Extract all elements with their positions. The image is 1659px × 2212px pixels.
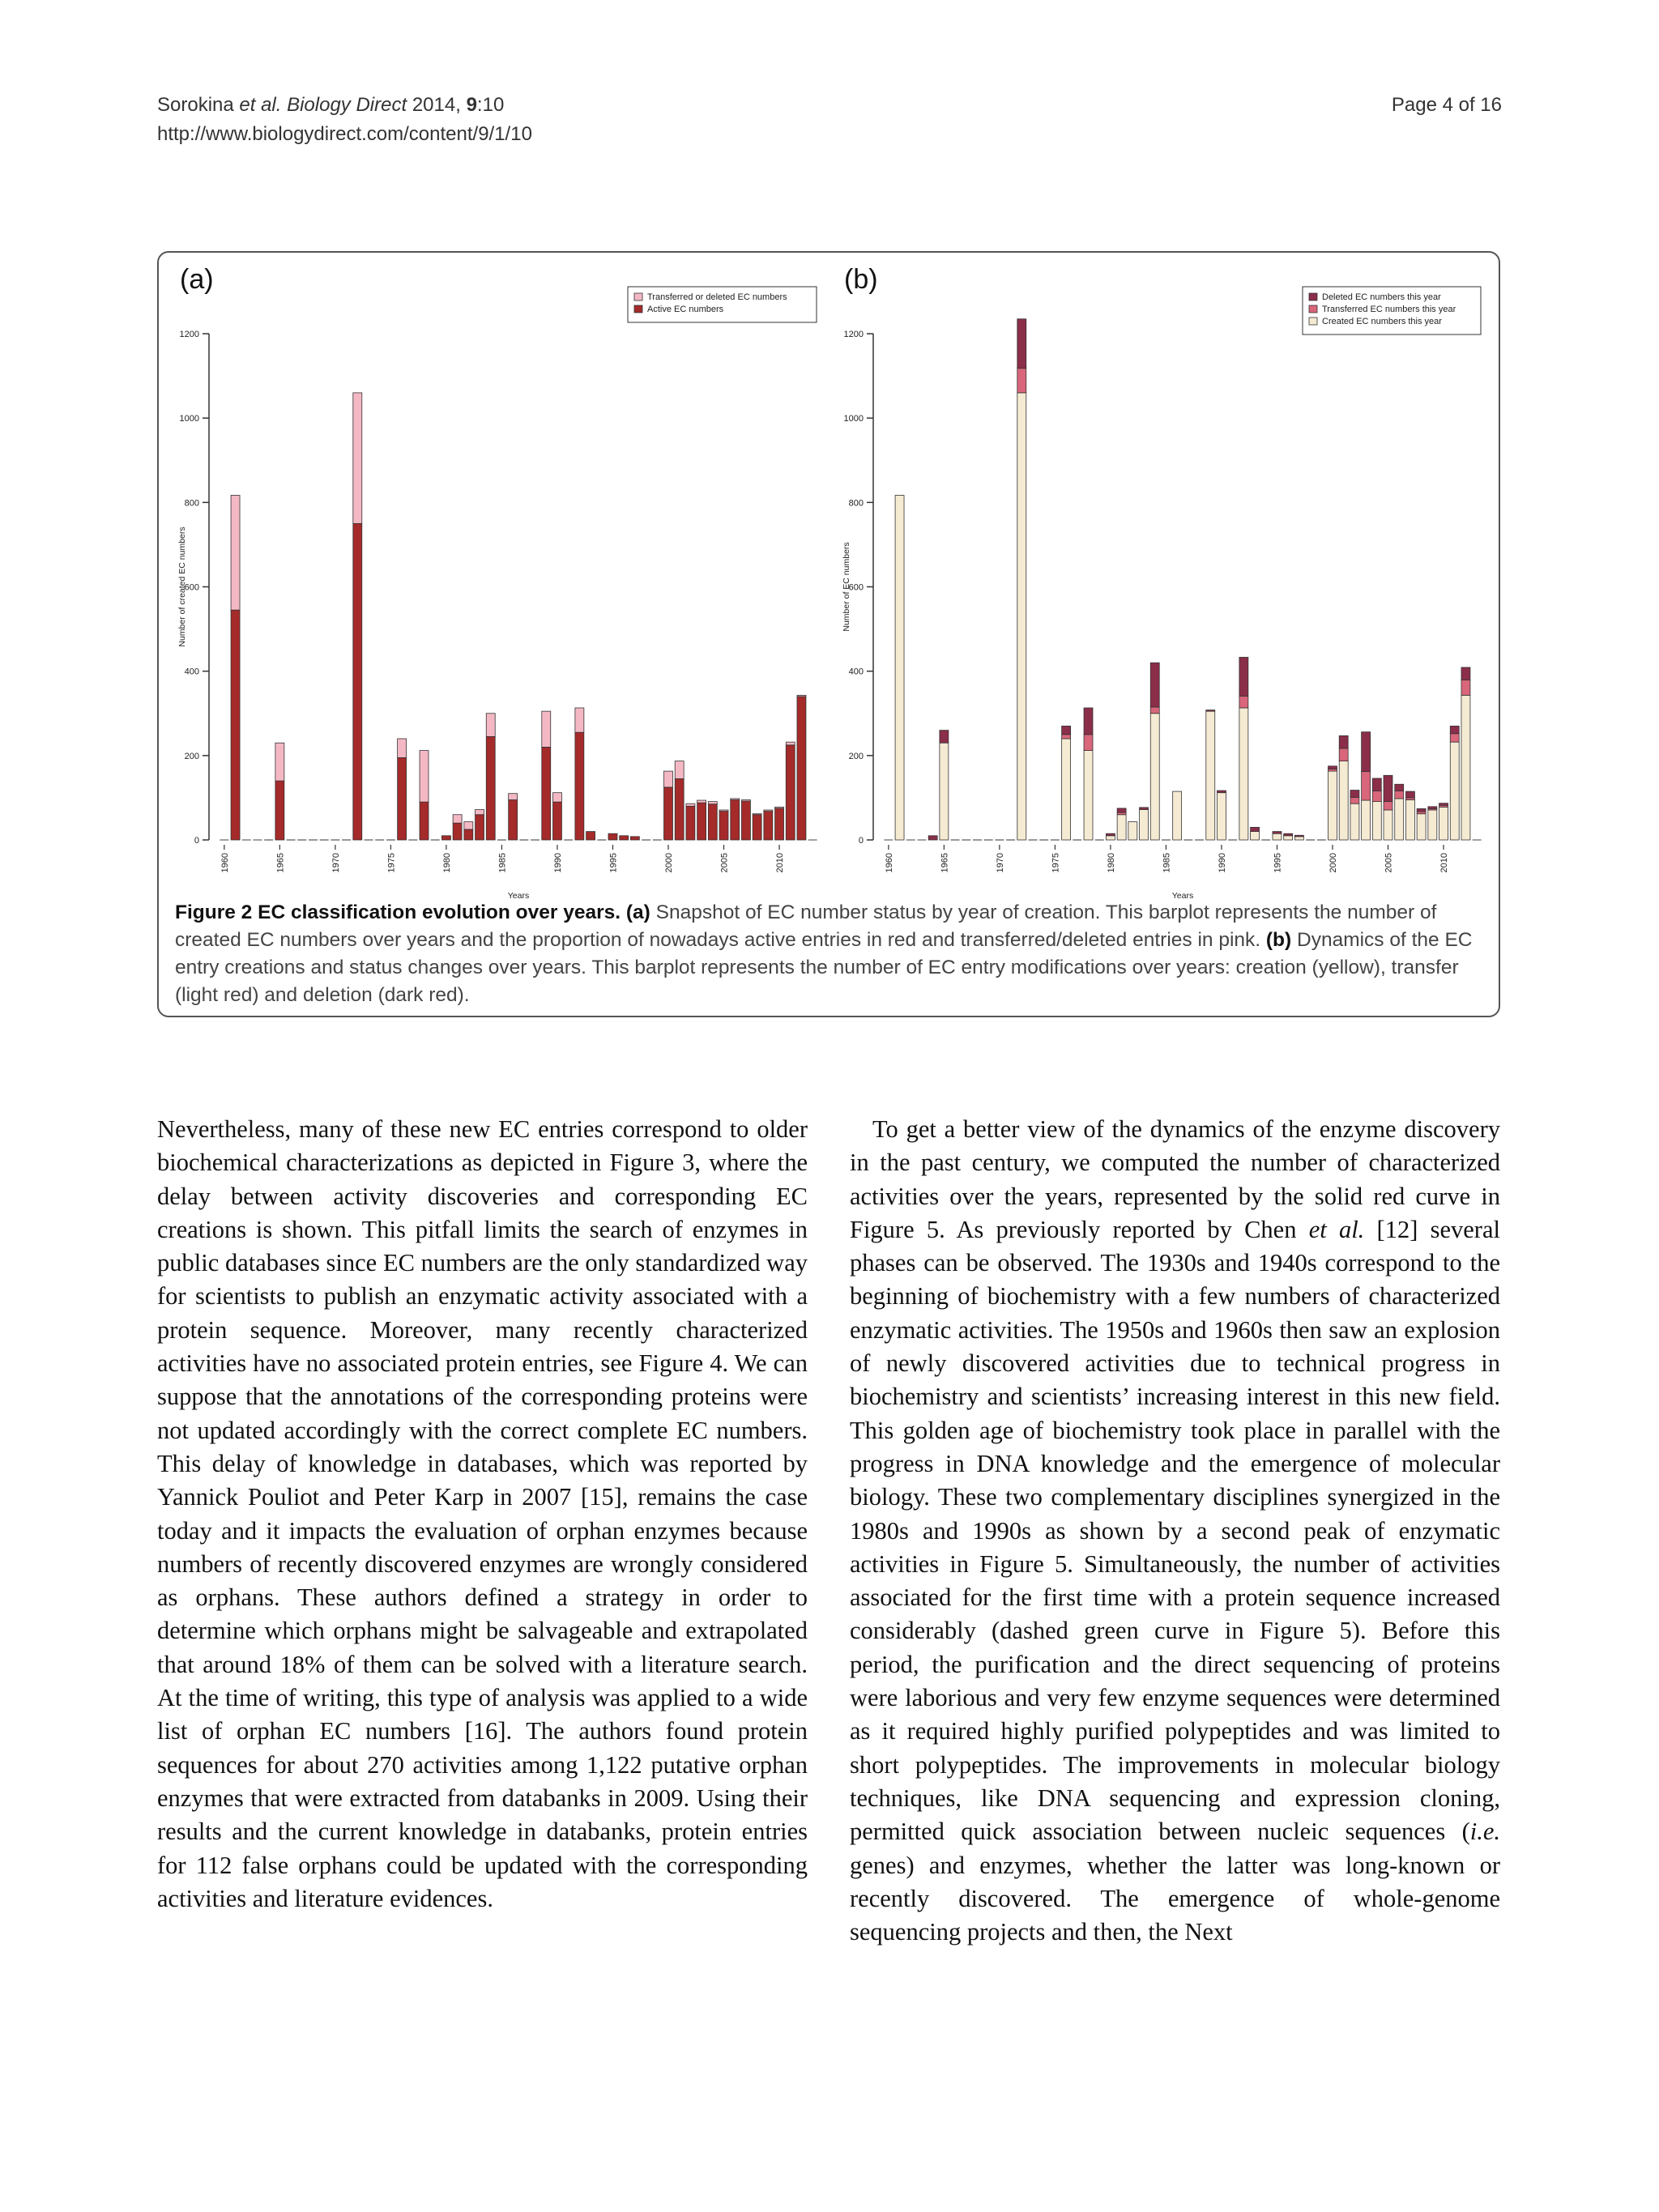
- bar-segment: [353, 523, 362, 840]
- x-axis-label: Years: [1171, 891, 1194, 901]
- bar-segment: [1062, 735, 1071, 739]
- bar-segment: [1372, 791, 1381, 802]
- bar-segment: [1294, 837, 1303, 840]
- bar-segment: [1273, 832, 1282, 834]
- bar-segment: [1284, 836, 1293, 840]
- bar-segment: [608, 833, 617, 840]
- y-tick-label: 600: [184, 582, 199, 593]
- bar-segment: [1150, 663, 1159, 707]
- bar-segment: [552, 793, 561, 802]
- bar-segment: [786, 745, 795, 840]
- legend-label: Transferred or deleted EC numbers: [647, 292, 787, 302]
- y-tick-label: 600: [848, 582, 864, 593]
- y-tick-label: 1200: [179, 330, 199, 339]
- bar-segment: [928, 836, 937, 840]
- bar-segment: [1461, 695, 1470, 840]
- bar-segment: [1150, 707, 1159, 714]
- bar-segment: [1428, 810, 1437, 840]
- paragraph: Nevertheless, many of these new EC entries correspond to older biochemical characterizations as depicted in Figure 3, where the delay between activity discoveries and corresponding EC creations is shown. This pitfall limits the search of enzymes in public databases since EC numbers are the only standardized way for scientists to publish an enzymatic activity associated with a protein sequence. Moreover, many recently characterized activities have no associated protein entries, see Figure 4. We can suppose that the annotations of the corresponding proteins were not updated accordingly with the correct complete EC numbers. This delay of knowledge in databases, which was reported by Yannick Pouliot and Peter Karp in 2007 [15], remains the case today and it impacts the evaluation of orphan enzymes because numbers of recently discovered enzymes are wrongly considered as orphans. These authors defined a strategy in order to determine which orphans might be salvageable and extrapolated that around 18% of them can be solved with a literature search. At the time of writing, this type of analysis was applied to a wide list of orphan EC numbers [16]. The authors found protein sequences for about 270 activities among 1,122 putative orphan enzymes that were extracted from databanks in 2009. Using their results and the current knowledge in databanks, protein entries for 112 false orphans could be updated with the corresponding activities and literature evidences.: [157, 1115, 808, 1912]
- y-tick-label: 1000: [179, 414, 199, 424]
- bar-segment: [1217, 791, 1226, 793]
- x-tick-label: 1985: [497, 853, 508, 873]
- x-tick-label: 1970: [995, 853, 1005, 873]
- x-tick-label: 1995: [608, 853, 619, 873]
- x-tick-label: 1965: [940, 853, 950, 873]
- bar-segment: [1128, 822, 1137, 840]
- x-tick-label: 1960: [884, 853, 894, 873]
- figure-caption: [175, 899, 1484, 1009]
- y-tick-label: 800: [184, 498, 199, 509]
- legend-label: Transferred EC numbers this year: [1322, 305, 1456, 314]
- bar-segment: [275, 743, 284, 781]
- bar-segment: [675, 778, 684, 840]
- x-tick-label: 1995: [1273, 853, 1283, 873]
- x-tick-label: 2000: [664, 853, 674, 873]
- bar-segment: [453, 823, 462, 840]
- x-tick-label: 2010: [775, 853, 786, 873]
- bar-segment: [1350, 797, 1359, 803]
- bar-segment: [353, 393, 362, 523]
- bar-segment: [1417, 814, 1426, 840]
- bar-segment: [675, 761, 684, 779]
- bar-segment: [1239, 696, 1248, 708]
- panel-label: (a): [180, 264, 214, 295]
- x-tick-label: 1990: [1217, 853, 1227, 873]
- legend-label: Deleted EC numbers this year: [1322, 292, 1441, 302]
- bar-segment: [797, 697, 806, 840]
- x-tick-label: 1980: [441, 853, 452, 873]
- bar-segment: [741, 800, 750, 802]
- body-column-left: [157, 1113, 808, 1916]
- bar-segment: [420, 802, 429, 840]
- chart-b: [834, 261, 1499, 901]
- caption-marker-a: (a): [625, 901, 650, 923]
- bar-segment: [731, 800, 740, 840]
- bar-segment: [775, 807, 784, 808]
- bar-segment: [620, 836, 629, 840]
- bar-segment: [1384, 775, 1392, 801]
- x-tick-label: 1965: [275, 853, 286, 873]
- x-tick-label: 2005: [1384, 853, 1394, 873]
- bar-segment: [1206, 711, 1215, 840]
- bar-segment: [542, 747, 551, 840]
- legend-label: Active EC numbers: [647, 305, 724, 314]
- bar-segment: [441, 836, 450, 840]
- bar-segment: [1239, 708, 1248, 840]
- bar-segment: [1017, 369, 1026, 393]
- y-axis-label: Number of created EC numbers: [177, 526, 187, 647]
- bar-segment: [1173, 791, 1182, 840]
- bar-segment: [464, 822, 473, 829]
- bar-segment: [1106, 836, 1115, 840]
- bar-segment: [542, 711, 551, 747]
- bar-segment: [1339, 735, 1348, 748]
- bar-segment: [1339, 761, 1348, 840]
- bar-segment: [1461, 667, 1470, 680]
- bar-segment: [1206, 710, 1215, 712]
- legend-swatch: [634, 305, 642, 313]
- x-tick-label: 2010: [1439, 853, 1450, 873]
- bar-segment: [1084, 735, 1093, 751]
- x-tick-label: 1970: [331, 853, 341, 873]
- bar-segment: [764, 810, 773, 812]
- bar-segment: [275, 781, 284, 840]
- bar-segment: [1017, 319, 1026, 369]
- y-tick-label: 400: [184, 667, 199, 677]
- figure-panel-b: [834, 261, 1499, 901]
- bar-segment: [1350, 803, 1359, 840]
- x-tick-label: 1990: [552, 853, 563, 873]
- bar-segment: [1384, 810, 1392, 840]
- bar-segment: [1384, 802, 1392, 810]
- bar-segment: [231, 610, 240, 840]
- bar-segment: [741, 801, 750, 840]
- caption-text-a: Snapshot of EC number status by year of creation. This barplot represents the number of created EC numbers over years and the proportion of nowadays active entries in red and transferred/deleted entries in pink.: [175, 901, 1437, 951]
- bar-segment: [1405, 791, 1414, 798]
- bar-segment: [1084, 708, 1093, 735]
- bar-segment: [509, 794, 518, 800]
- legend-swatch: [1309, 293, 1317, 300]
- bar-segment: [586, 832, 595, 840]
- bar-segment: [453, 815, 462, 823]
- bar-segment: [1117, 808, 1126, 812]
- bar-segment: [1405, 800, 1414, 840]
- y-tick-label: 1200: [843, 330, 864, 339]
- chart-a: [170, 261, 834, 901]
- bar-segment: [1062, 726, 1071, 734]
- bar-segment: [664, 771, 673, 787]
- y-tick-label: 400: [848, 667, 864, 677]
- bar-segment: [1428, 807, 1437, 809]
- x-tick-label: 2000: [1328, 853, 1338, 873]
- x-tick-label: 1975: [1051, 853, 1061, 873]
- x-tick-label: 1985: [1162, 853, 1172, 873]
- bar-segment: [552, 802, 561, 840]
- bar-segment: [1395, 791, 1404, 799]
- y-axis-label: Number of EC numbers: [842, 542, 851, 632]
- body-column-right: [850, 1113, 1500, 1949]
- bar-segment: [940, 743, 949, 840]
- bar-segment: [1450, 726, 1459, 733]
- bar-segment: [420, 751, 429, 803]
- bar-segment: [1417, 808, 1426, 812]
- paragraph: To get a better view of the dynamics of the enzyme discovery in the past century, we computed the number of characterized activities over the years, represented by the solid red curve in Figure 5. As previously reported by Chen et al. [12] several phases can be observed. The 1930s and 1940s correspond to the beginning of biochemistry with a few numbers of characterized enzymatic activities. The 1950s and 1960s then saw an explosion of newly discovered activities due to technical progress in biochemistry and scientists’ increasing interest in this new field. This golden age of biochemistry took place in parallel with the progress in DNA knowledge and the emergence of molecular biology. These two complementary disciplines synergized in the 1980s and 1990s as shown by a second peak of enzymatic activities in Figure 5. Simultaneously, the number of activities associated for the first time with a protein sequence increased considerably (dashed green curve in Figure 5). Before this period, the purification and the direct sequencing of proteins were laborious and very few enzyme sequences were determined as it required highly purified polypeptides and was limited to short polypeptides. The improvements in molecular biology techniques, like DNA sequencing and expression cloning, permitted quick association between nucleic sequences (i.e. genes) and enzymes, whether the latter was long-known or recently discovered. The emergence of whole-genome sequencing projects and then, the Next: [850, 1115, 1500, 1946]
- bar-segment: [1395, 784, 1404, 791]
- bar-segment: [1117, 815, 1126, 840]
- bar-segment: [731, 799, 740, 800]
- y-tick-label: 800: [848, 498, 864, 509]
- legend-swatch: [1309, 305, 1317, 313]
- bar-segment: [398, 757, 407, 840]
- x-tick-label: 1980: [1106, 853, 1116, 873]
- bar-segment: [398, 739, 407, 757]
- bar-segment: [1017, 393, 1026, 840]
- bar-segment: [753, 814, 761, 815]
- legend-label: Created EC numbers this year: [1322, 317, 1442, 326]
- bar-segment: [1372, 802, 1381, 840]
- bar-segment: [1239, 657, 1248, 696]
- y-tick-label: 1000: [843, 414, 864, 424]
- citation-line: Sorokina et al. Biology Direct 2014, 9:10: [157, 94, 505, 116]
- x-tick-label: 1975: [386, 853, 397, 873]
- running-header: [157, 91, 532, 149]
- bar-segment: [708, 804, 717, 840]
- bar-segment: [1362, 772, 1371, 800]
- x-tick-label: 2005: [719, 853, 730, 873]
- bar-segment: [1461, 680, 1470, 696]
- bar-segment: [1140, 810, 1149, 841]
- bar-segment: [895, 495, 904, 840]
- bar-segment: [1294, 835, 1303, 837]
- x-tick-label: 1960: [220, 853, 230, 873]
- x-axis-label: Years: [507, 891, 530, 901]
- panel-label: (b): [844, 264, 878, 295]
- page-number: Page 4 of 16: [1391, 94, 1502, 116]
- bar-segment: [1284, 833, 1293, 836]
- bar-segment: [1084, 751, 1093, 840]
- bar-segment: [708, 802, 717, 804]
- bar-segment: [686, 806, 695, 840]
- legend-swatch: [1309, 318, 1317, 325]
- bar-segment: [1350, 791, 1359, 798]
- bar-segment: [630, 837, 639, 840]
- bar-segment: [231, 495, 240, 610]
- bar-segment: [786, 742, 795, 745]
- bar-segment: [1150, 714, 1159, 840]
- bar-segment: [1217, 793, 1226, 840]
- y-tick-label: 200: [184, 751, 199, 761]
- bar-segment: [575, 732, 584, 840]
- bar-segment: [1339, 748, 1348, 761]
- bar-segment: [1439, 807, 1448, 840]
- article-url[interactable]: http://www.biologydirect.com/content/9/1/10: [157, 123, 532, 145]
- bar-segment: [940, 731, 949, 744]
- bar-segment: [1362, 732, 1371, 772]
- bar-segment: [1328, 766, 1337, 769]
- bar-segment: [664, 787, 673, 840]
- bar-segment: [486, 736, 495, 840]
- bar-segment: [575, 708, 584, 732]
- bar-segment: [753, 815, 761, 840]
- bar-segment: [1251, 832, 1260, 840]
- bar-segment: [697, 803, 706, 840]
- bar-segment: [1372, 778, 1381, 791]
- caption-label: Figure 2 EC classification evolution over years.: [175, 901, 621, 923]
- bar-segment: [1062, 739, 1071, 840]
- y-tick-label: 0: [858, 836, 864, 846]
- figure-panel-a: [170, 261, 834, 901]
- bar-segment: [764, 812, 773, 840]
- y-tick-label: 200: [848, 751, 864, 761]
- bar-segment: [797, 695, 806, 697]
- bar-segment: [476, 810, 484, 815]
- bar-segment: [1273, 833, 1282, 840]
- bar-segment: [775, 808, 784, 840]
- bar-segment: [697, 800, 706, 803]
- bar-segment: [1106, 833, 1115, 836]
- bar-segment: [1450, 734, 1459, 742]
- bar-segment: [686, 803, 695, 806]
- caption-text-b: Dynamics of the EC entry creations and status changes over years. This barplot represents the number of EC entry modifications over years: creation (yellow), transfer (light red) and deletion (dark red).: [175, 929, 1473, 1006]
- bar-segment: [1328, 771, 1337, 840]
- y-tick-label: 0: [194, 836, 199, 846]
- bar-segment: [1439, 803, 1448, 806]
- bar-segment: [476, 815, 484, 840]
- bar-segment: [486, 714, 495, 737]
- bar-segment: [464, 829, 473, 840]
- bar-segment: [1450, 742, 1459, 840]
- caption-marker-b: (b): [1265, 929, 1292, 951]
- bar-segment: [719, 810, 728, 812]
- bar-segment: [1395, 799, 1404, 840]
- bar-segment: [1362, 800, 1371, 840]
- bar-segment: [1251, 827, 1260, 831]
- bar-segment: [1140, 808, 1149, 810]
- bar-segment: [719, 812, 728, 840]
- bar-segment: [509, 800, 518, 840]
- legend-swatch: [634, 293, 642, 300]
